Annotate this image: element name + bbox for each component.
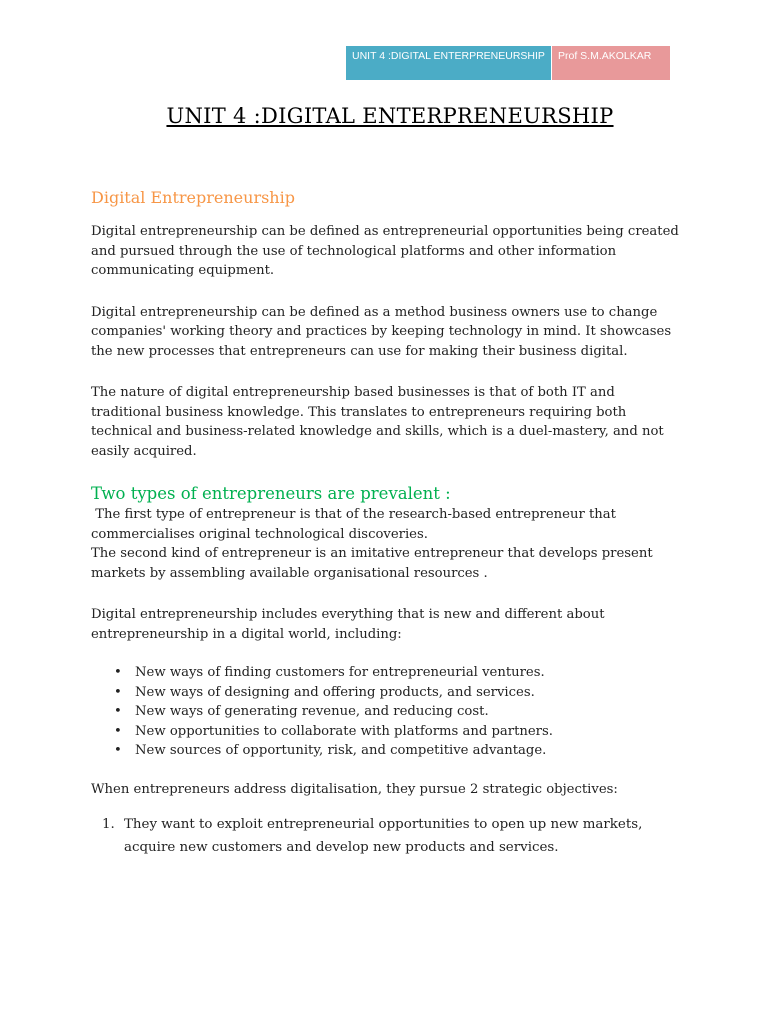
types-heading: Two types of entrepreneurs are prevalent : bbox=[91, 484, 451, 503]
list-item-text: New sources of opportunity, risk, and competitive advantage. bbox=[135, 743, 547, 759]
paragraph-objectives-intro: When entrepreneurs address digitalisation, they pursue 2 strategic objectives: bbox=[91, 781, 618, 797]
author-header-tab: Prof S.M.AKOLKAR bbox=[552, 46, 670, 80]
list-item bbox=[114, 741, 686, 761]
objectives-list bbox=[91, 813, 686, 859]
paragraph-definition-1: Digital entrepreneurship can be defined as entrepreneurial opportunities being created and pursued through the use of technological platforms and other information communicating equipment. bbox=[91, 224, 679, 278]
objective-number: 1. bbox=[102, 817, 115, 833]
section-heading: Digital Entrepreneurship bbox=[91, 188, 295, 207]
bullet-icon: • bbox=[114, 684, 122, 700]
bullet-icon: • bbox=[114, 743, 122, 759]
bullet-icon: • bbox=[114, 723, 122, 739]
paragraph-definition-2: Digital entrepreneurship can be defined as a method business owners use to change companies' working theory and practices by keeping technology in mind. It showcases the new processes that entrepreneurs can use for making their business digital. bbox=[91, 304, 672, 359]
list-item-text: New ways of designing and offering products, and services. bbox=[135, 684, 535, 700]
document-body bbox=[91, 187, 686, 859]
header-tabs bbox=[346, 46, 670, 80]
bullet-icon: • bbox=[114, 704, 122, 720]
paragraph-nature: The nature of digital entrepreneurship based businesses is that of both IT and traditional business knowledge. This translates to entrepreneurs requiring both technical and business-related knowledge and skills, which is a duel-mastery, and not easily acquired. bbox=[91, 385, 664, 459]
bullet-list bbox=[91, 663, 686, 761]
unit-header-tab: UNIT 4 :DIGITAL ENTERPRENEURSHIP bbox=[346, 46, 552, 80]
objective-text: They want to exploit entrepreneurial opportunities to open up new markets, acquire new customers and develop new products and services. bbox=[124, 817, 643, 856]
list-item-text: New ways of generating revenue, and reducing cost. bbox=[135, 704, 489, 720]
list-item-text: New ways of finding customers for entrepreneurial ventures. bbox=[135, 665, 545, 680]
list-item bbox=[114, 663, 686, 683]
list-item bbox=[114, 722, 686, 742]
paragraph-second-type: The second kind of entrepreneur is an imitative entrepreneur that develops present markets by assembling available organisational resources . bbox=[91, 546, 653, 581]
objective-item bbox=[102, 813, 686, 859]
list-item bbox=[114, 683, 686, 703]
paragraph-includes-intro: Digital entrepreneurship includes everything that is new and different about entrepreneurship in a digital world, including: bbox=[91, 607, 605, 642]
list-item-text: New opportunities to collaborate with platforms and partners. bbox=[135, 723, 553, 739]
list-item bbox=[114, 702, 686, 722]
bullet-icon: • bbox=[114, 665, 122, 680]
paragraph-first-type: The first type of entrepreneur is that of the research-based entrepreneur that commercialises original technological discoveries. bbox=[91, 507, 621, 542]
page-title: UNIT 4 :DIGITAL ENTERPRENEURSHIP bbox=[166, 104, 614, 128]
